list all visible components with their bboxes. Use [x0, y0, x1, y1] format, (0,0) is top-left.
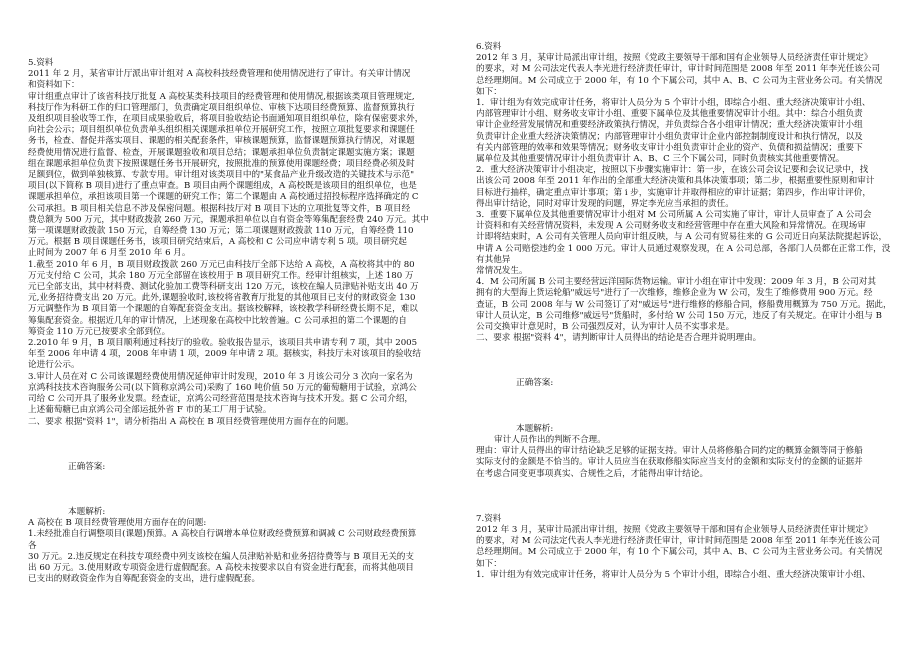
- analysis-label: 本题解析:: [516, 423, 554, 434]
- analysis-body: A 高校在 B 项目经费管理使用方面存在的问题: 1.未经批准自行调整项目(课题)预算。A 高校自行调增本单位财政经费预算和调减 C 公司财政经费预算 各 30 万元。2.违反规定在科技专项经费中列支该校在编人员津贴补贴和业务招待费等与 B 项目无关的支 出 60 万元。3.使用财政专项资金进行虚假配套。A 高校未按要求以自有资金进行配套，而将其他项目 已支出的财政资金作为自筹配套资金的支出，进行虚假配套。: [28, 518, 417, 585]
- material-5-title: 5.资料: [28, 58, 54, 68]
- material-7-body: 2012 年 3 月，某审计局派出审计组，按照《党政主要领导干部和国有企业领导人员经济责任审计规定》 的要求，对 M 公司法定代表人李光进行经济责任审计，审计时间范围是 2008 年至 2011 年李光任该公司 总经理期间。M 公司成立于 2000 年，有 10 个下属公司，其中 A、B、C 公司为主营业务公司。有关情况 如下： 1．审计组为有效完成审计任务，将审计人员分为 5 个审计小组，即综合小组、重大经济决策审计小组、: [476, 524, 883, 580]
- material-7-title: 7.资料: [476, 513, 502, 524]
- material-6-title: 6.资料: [476, 42, 502, 52]
- analysis-first-line: 审计人员作出的判断不合理。: [494, 434, 606, 445]
- correct-answer-label: 正确答案:: [68, 461, 106, 472]
- left-column: [28, 58, 456, 585]
- right-column: [476, 42, 896, 581]
- correct-answer-label: 正确答案:: [516, 378, 554, 389]
- analysis-label: 本题解析:: [68, 506, 106, 517]
- material-5-body: 2011 年 2 月，某省审计厅派出审计组对 A 高校科技经费管理和使用情况进行了审计。有关审计情况 和资料如下： 审计组重点审计了该省科技厅批复 A 高校某类科技项目的经费管理和使用情况,根据该类项目管理规定, 科技厅作为科研工作的归口管理部门，负责确定项目组织单位、审核下达项目经费预算、监督预算执行 及组织项目验收等工作，在项目成果验收后，将项目验收结论书面通知项目组织单位，除有保密要求外， 向社会公示；项目组织单位负责单头组织相关课题承担单位开展研究工作，按照立项批复要求和课题任 务书，检查、督促并落实项目、课题的相关配套条件，审核课题预算，监督课题预算执行情况，对课题 经费使用情况进行监督、检查，开展课题验收和项目总结；课题承担单位负责制定课题实施方案；课题 组在课题承担单位负责下按照课题任务书开展研究，按照批准的预算使用课题经费；项目经费必须及时 足额到位，做到单独核算、专款专用。审计组对该类项目中的"某食品产业升级改造的关键技术与示范" 项目(以下简称 B 项目)进行了重点审查。B 项目由两个课题组成，A 高校既是该项目的组织单位，也是 课题承担单位，承担该项目第一个课题的研究工作；第二个课题由 A 高校通过招投标程序选择确定的 C 公司承担。B 项目相关信息不涉及保密问题。根据科技厅对 B 项目下达的立项批复等文件，B 项目经 费总额为 500 万元，其中财政拨款 260 万元，课题承担单位以自有资金等筹集配套经费 240 万元。其中 第一项课题财政拨款 150 万元，自筹经费 130 万元；第二项课题财政拨款 110 万元，自筹经费 110 万元。根据 B 项目课题任务书，该项目研究结束后，A 高校和 C 公司应申请专利 5 项。项目研究起 止时间为 2007 年 6 月至 2010 年 6 月。 1.截至 2010 年 6 月，B 项目财政拨款 260 万元已由科技厅全部下达给 A 高校，A 高校将其中的 80 万元支付给 C 公司，其余 180 万元全部留在该校用于 B 项目研究工作。经审计组核实，上述 180 万 元已全部支出，其中材料费、测试化验加工费等科研支出 120 万元，该校在编人员津贴补贴支出 40 万 元,业务招待费支出 20 万元。此外,课题验收时,该校将省教育厅批复的其他项目已支付的财政资金 130 万元调整作为 B 项目第一个课题的自筹配套资金支出。据该校解释，该校教学科研经费长期不足，难以 筹集配套资金。根据近几年的审计情况，上述现象在高校中比较普遍。C 公司承担的第二个课题的自 筹资金 110 万元已按要求全部到位。 2.2010 年 9 月，B 项目顺利通过科技厅的验收。验收报告显示，该项目共申请专利 7 项，其中 2005 年至 2006 年申请 4 项，2008 年申请 1 项，2009 年申请 2 项。据核实，科技厅未对该项目的验收结 论进行公示。 3.审计人员在对 C 公司该课题经费使用情况延伸审计时发现，2010 年 3 月该公司分 3 次向一家名为 京鸿科技技术咨询服务公司(以下简称京鸿公司)采购了 160 吨价值 50 万元的葡萄糖用于试验，京鸿公 司给 C 公司开具了服务业发票。经查证，京鸿公司经营范围是技术咨询与技术开发。据 C 公司介绍， 上述葡萄糖已由京鸿公司全部运抵外省 F 市的某工厂用于试验。 二、要求 根据"资料 1"，请分析指出 A 高校在 B 项目经费管理使用方面存在的问题。: [28, 69, 429, 427]
- analysis-body: 理由：审计人员得出的审计结论缺乏足够的证据支持。审计人员将修船合同约定的概算金额等同于修船 实际支付的金额是不恰当的。审计人员应当在获取修船实际应当支付的金额和实际支付的金额的证据并 在考虑合同变更事项真实、合规性之后，才能得出审计结论。: [476, 446, 863, 479]
- material-6-body: 2012 年 3 月，某审计局派出审计组，按照《党政主要领导干部和国有企业领导人员经济责任审计规定》 的要求，对 M 公司法定代表人李光进行经济责任审计，审计时间范围是 2008 年至 2011 年李光任该公司 总经理期间。M 公司成立于 2000 年，有 10 个下属公司，其中 A、B、C 公司为主营业务公司。有关情况 如下： 1．审计组为有效完成审计任务，将审计人员分为 5 个审计小组，即综合小组、重大经济决策审计小组、 内部管理审计小组、财务收支审计小组、重要下属单位及其他重要情况审计小组。其中：综合小组负责 审计企业经营发展情况和重要经济政策执行情况，并负责综合各小组审计情况；重大经济决策审计小组 负责审计企业重大经济决策情况；内部管理审计小组负责审计企业内部控制制度设计和执行情况，以及 有关内部管理的效率和效果等情况；财务收支审计小组负责审计企业的资产、负债和损益情况；重要下 属单位及其他重要情况审计小组负责审计 A、B、C 三个下属公司，同时负责核实其他重要情况。 2．重大经济决策审计小组决定，按照以下步骤实施审计：第一步，在该公司会议记要和会议记录中，找 出该公司 2008 年至 2011 年作出的全部重大经济决策和具体决策事项；第二步，根据重要性原则和审计 目标进行抽样，确定重点审计事项；第 i 步，实施审计并取得相应的审计证据；第四步，作出审计评价， 得出审计结论，同时对审计发现的问题，界定李光应当承担的责任。 3．重要下属单位及其他重要情况审计小组对 M 公司所属 A 公司实施了审计，审计人员审查了 A 公司会 计资料和有关经营情况资料，未发现 A 公司财务收支和经营管理中存在重大风险和异常情况。在现场审 计即将结束时，A 公司有关管理人员向审计组反映，与 A 公司有贸易往来的 G 公司近日向某法院提起诉讼， 申请 A 公司赔偿违约金 1 000 万元。审计人员通过观察发现，在 A 公司总部，各部门人员都在正常工作，没有其他异 常情况发生。 4．M 公司所属 B 公司主要经营远洋国际货物运输。审计小组在审计中发现：2009 年 3 月，B 公司对其 拥有的大型海上货运轮船"威远号"进行了一次维修，维修企业为 W 公司，发生了维修费用 900 万元。经 查证，B 公司 2008 年与 W 公司签订了对"威远号"进行维修的修船合同，修船费用概算为 750 万元。据此， 审计人员认定，B 公司维修"威远号"货船时，多付给 W 公司 150 万元，违反了有关规定。在审计小组与 B 公司交换审计意见时，B 公司强烈反对，认为审计人员不实事求是。 二、要求 根据"资料 4"，请判断审计人员得出的结论是否合理并说明理由。: [476, 53, 892, 344]
